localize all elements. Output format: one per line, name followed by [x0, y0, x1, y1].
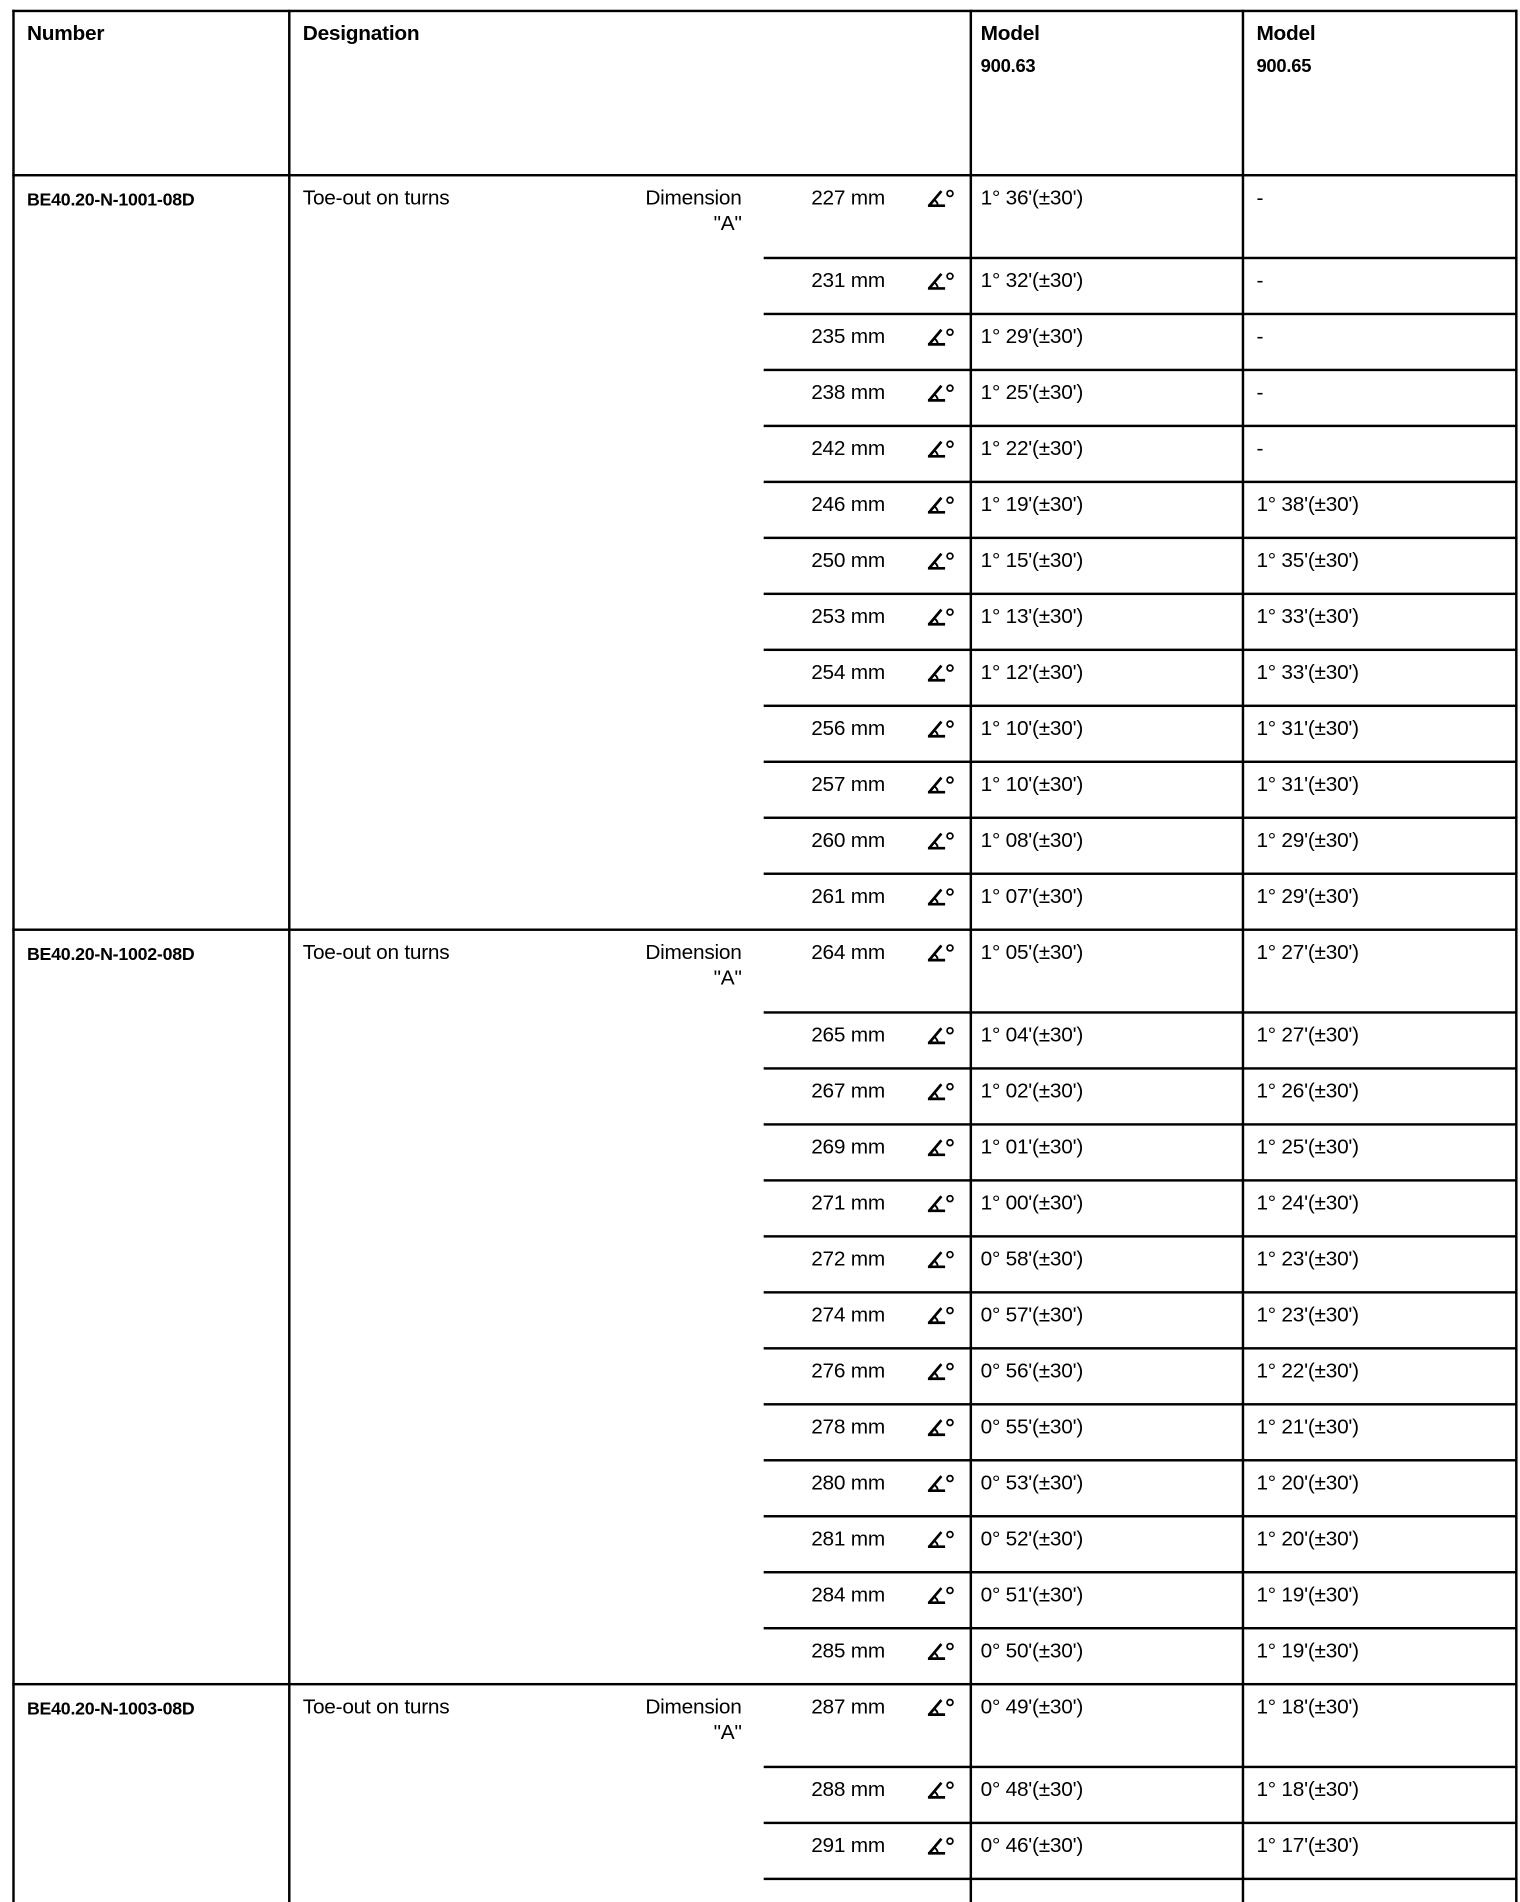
- toe-angle-icon: [925, 1250, 962, 1269]
- header-model-b-label: Model: [1256, 21, 1316, 46]
- dimension-mm: 242 mm: [811, 436, 886, 460]
- dimension-mm: 276 mm: [811, 1359, 886, 1383]
- value-model-900-63: 0° 56'(±30'): [980, 1359, 1084, 1383]
- value-model-900-65: -: [1256, 436, 1264, 460]
- toe-angle-icon: [925, 1026, 962, 1045]
- value-model-900-63: 1° 29'(±30'): [980, 324, 1084, 349]
- dimension-mm: 254 mm: [811, 660, 886, 684]
- value-model-900-65: 1° 31'(±30'): [1256, 772, 1359, 796]
- procedure-number: BE40.20-N-1003-08D: [26, 1700, 195, 1720]
- toe-angle-icon: [925, 383, 962, 402]
- dimension-mm: 231 mm: [811, 268, 886, 293]
- toe-angle-icon: [925, 1474, 962, 1493]
- dimension-mm: 253 mm: [811, 604, 886, 628]
- row-divider: [764, 1878, 1518, 1880]
- toe-angle-icon: [925, 719, 962, 738]
- dimension-mm: 264 mm: [811, 940, 886, 964]
- row-divider: [764, 649, 1518, 651]
- value-model-900-65: 1° 29'(±30'): [1256, 884, 1359, 908]
- designation-text: Toe-out on turns: [302, 1695, 450, 1719]
- toe-angle-icon: [925, 1530, 962, 1549]
- header-bottom-border: [12, 174, 1517, 176]
- header-model-b-code: 900.65: [1256, 55, 1312, 77]
- row-divider: [764, 257, 1518, 259]
- designation-text: Toe-out on turns: [302, 940, 450, 964]
- dimension-quote: "A": [713, 211, 742, 235]
- dimension-mm: 281 mm: [811, 1527, 886, 1551]
- value-model-900-65: 1° 26'(±30'): [1256, 1079, 1359, 1103]
- row-divider: [764, 1766, 1518, 1768]
- value-model-900-63: 1° 01'(±30'): [980, 1135, 1084, 1159]
- value-model-900-65: 1° 19'(±30'): [1256, 1639, 1359, 1663]
- toe-angle-icon: [925, 1082, 962, 1101]
- toe-angle-icon: [925, 663, 962, 682]
- value-model-900-65: 1° 21'(±30'): [1256, 1415, 1359, 1439]
- dimension-quote: "A": [713, 966, 742, 990]
- toe-angle-icon: [925, 607, 962, 626]
- row-divider: [764, 537, 1518, 539]
- value-model-900-65: 1° 38'(±30'): [1256, 492, 1359, 516]
- header-number: Number: [26, 21, 105, 46]
- dimension-mm: 271 mm: [811, 1191, 886, 1215]
- value-model-900-63: 1° 00'(±30'): [980, 1191, 1084, 1215]
- toe-angle-icon: [925, 1138, 962, 1157]
- value-model-900-63: 1° 19'(±30'): [980, 492, 1084, 516]
- dimension-mm: 267 mm: [811, 1079, 886, 1103]
- row-divider: [764, 1403, 1518, 1405]
- value-model-900-63: 1° 10'(±30'): [980, 772, 1084, 796]
- value-model-900-63: 0° 48'(±30'): [980, 1777, 1084, 1802]
- group-divider: [12, 928, 1517, 930]
- dimension-mm: 246 mm: [811, 492, 886, 516]
- dimension-mm: 274 mm: [811, 1303, 886, 1327]
- dimension-label: Dimension: [645, 1695, 742, 1719]
- dimension-mm: 280 mm: [811, 1471, 886, 1495]
- value-model-900-63: 1° 22'(±30'): [980, 436, 1084, 460]
- value-model-900-65: 1° 20'(±30'): [1256, 1471, 1359, 1495]
- value-model-900-65: 1° 33'(±30'): [1256, 660, 1359, 684]
- value-model-900-65: 1° 27'(±30'): [1256, 940, 1359, 964]
- value-model-900-63: 0° 49'(±30'): [980, 1695, 1084, 1719]
- row-divider: [764, 1627, 1518, 1629]
- value-model-900-65: 1° 31'(±30'): [1256, 716, 1359, 740]
- row-divider: [764, 1123, 1518, 1125]
- value-model-900-65: -: [1256, 268, 1264, 293]
- toe-angle-icon: [925, 271, 962, 290]
- group-divider: [12, 1683, 1517, 1685]
- value-model-900-65: 1° 22'(±30'): [1256, 1359, 1359, 1383]
- row-divider: [764, 873, 1518, 875]
- value-model-900-65: 1° 24'(±30'): [1256, 1191, 1359, 1215]
- dimension-mm: 227 mm: [811, 186, 886, 210]
- value-model-900-65: 1° 25'(±30'): [1256, 1135, 1359, 1159]
- value-model-900-65: 1° 20'(±30'): [1256, 1527, 1359, 1551]
- row-divider: [764, 1235, 1518, 1237]
- dimension-mm: 291 mm: [811, 1833, 886, 1857]
- row-divider: [764, 1067, 1518, 1069]
- toe-angle-icon: [925, 887, 962, 906]
- toe-angle-icon: [925, 1418, 962, 1437]
- dimension-mm: 260 mm: [811, 828, 886, 852]
- value-model-900-63: 0° 57'(±30'): [980, 1303, 1084, 1327]
- value-model-900-63: 1° 07'(±30'): [980, 884, 1084, 908]
- dimension-mm: 284 mm: [811, 1583, 886, 1607]
- row-divider: [764, 817, 1518, 819]
- row-divider: [764, 1822, 1518, 1824]
- designation-text: Toe-out on turns: [302, 186, 450, 210]
- value-model-900-65: 1° 33'(±30'): [1256, 604, 1359, 628]
- dimension-label: Dimension: [645, 186, 742, 210]
- toe-angle-icon: [925, 551, 962, 570]
- row-divider: [764, 1515, 1518, 1517]
- dimension-mm: 235 mm: [811, 324, 886, 349]
- row-divider: [764, 481, 1518, 483]
- dimension-quote: "A": [713, 1720, 742, 1744]
- value-model-900-63: 0° 55'(±30'): [980, 1415, 1084, 1439]
- value-model-900-65: 1° 35'(±30'): [1256, 548, 1359, 572]
- toe-angle-icon: [925, 495, 962, 514]
- value-model-900-63: 0° 50'(±30'): [980, 1639, 1084, 1663]
- row-divider: [764, 313, 1518, 315]
- toe-angle-icon: [925, 1698, 962, 1717]
- toe-angle-icon: [925, 439, 962, 458]
- dimension-mm: 238 mm: [811, 380, 886, 405]
- value-model-900-65: 1° 23'(±30'): [1256, 1303, 1359, 1327]
- value-model-900-63: 1° 15'(±30'): [980, 548, 1084, 572]
- dimension-mm: 265 mm: [811, 1023, 886, 1047]
- column-divider-model-b: [1242, 10, 1244, 1902]
- row-divider: [764, 425, 1518, 427]
- dimension-mm: 261 mm: [811, 884, 886, 908]
- row-divider: [764, 705, 1518, 707]
- table-left-border: [12, 10, 14, 1902]
- value-model-900-65: 1° 18'(±30'): [1256, 1777, 1359, 1802]
- toe-angle-icon: [925, 1586, 962, 1605]
- value-model-900-63: 0° 46'(±30'): [980, 1833, 1084, 1857]
- procedure-number: BE40.20-N-1001-08D: [26, 191, 195, 211]
- dimension-mm: 272 mm: [811, 1247, 886, 1271]
- procedure-number: BE40.20-N-1002-08D: [26, 945, 195, 966]
- toe-angle-icon: [925, 775, 962, 794]
- value-model-900-63: 1° 10'(±30'): [980, 716, 1084, 740]
- value-model-900-63: 0° 53'(±30'): [980, 1471, 1084, 1495]
- value-model-900-63: 1° 25'(±30'): [980, 380, 1084, 405]
- toe-angle-icon: [925, 831, 962, 850]
- value-model-900-63: 1° 36'(±30'): [980, 186, 1084, 210]
- dimension-mm: 288 mm: [811, 1777, 886, 1802]
- dimension-mm: 278 mm: [811, 1415, 886, 1439]
- value-model-900-65: 1° 18'(±30'): [1256, 1695, 1359, 1719]
- value-model-900-63: 1° 12'(±30'): [980, 660, 1084, 684]
- dimension-mm: 257 mm: [811, 772, 886, 796]
- row-divider: [764, 1179, 1518, 1181]
- toe-angle-icon: [925, 1780, 962, 1799]
- value-model-900-63: 0° 51'(±30'): [980, 1583, 1084, 1607]
- row-divider: [764, 761, 1518, 763]
- row-divider: [764, 1459, 1518, 1461]
- column-divider-model-a: [970, 10, 972, 1902]
- value-model-900-65: 1° 27'(±30'): [1256, 1023, 1359, 1047]
- value-model-900-65: -: [1256, 186, 1264, 210]
- toe-angle-icon: [925, 189, 962, 208]
- toe-angle-icon: [925, 1194, 962, 1213]
- table-top-border: [12, 10, 1517, 12]
- header-model-a-code: 900.63: [980, 55, 1036, 77]
- value-model-900-63: 1° 32'(±30'): [980, 268, 1084, 293]
- value-model-900-63: 1° 13'(±30'): [980, 604, 1084, 628]
- toe-angle-icon: [925, 1362, 962, 1381]
- row-divider: [764, 369, 1518, 371]
- row-divider: [764, 593, 1518, 595]
- value-model-900-63: 1° 02'(±30'): [980, 1079, 1084, 1103]
- value-model-900-63: 1° 05'(±30'): [980, 940, 1084, 964]
- value-model-900-65: 1° 23'(±30'): [1256, 1247, 1359, 1271]
- table-right-border: [1515, 10, 1517, 1902]
- header-designation: Designation: [302, 21, 420, 46]
- value-model-900-63: 0° 52'(±30'): [980, 1527, 1084, 1551]
- value-model-900-65: -: [1256, 324, 1264, 349]
- dimension-label: Dimension: [645, 940, 742, 964]
- row-divider: [764, 1347, 1518, 1349]
- toe-angle-icon: [925, 943, 962, 962]
- dimension-mm: 287 mm: [811, 1695, 886, 1719]
- dimension-mm: 256 mm: [811, 716, 886, 740]
- value-model-900-65: 1° 29'(±30'): [1256, 828, 1359, 852]
- toe-angle-icon: [925, 1836, 962, 1855]
- dimension-mm: 269 mm: [811, 1135, 886, 1159]
- toe-angle-icon: [925, 1306, 962, 1325]
- header-model-a-label: Model: [980, 21, 1040, 46]
- row-divider: [764, 1291, 1518, 1293]
- value-model-900-63: 1° 08'(±30'): [980, 828, 1084, 852]
- row-divider: [764, 1571, 1518, 1573]
- value-model-900-63: 0° 58'(±30'): [980, 1247, 1084, 1271]
- column-divider-designation: [288, 10, 290, 1902]
- value-model-900-65: 1° 17'(±30'): [1256, 1833, 1359, 1857]
- value-model-900-63: 1° 04'(±30'): [980, 1023, 1084, 1047]
- row-divider: [764, 1011, 1518, 1013]
- toe-angle-icon: [925, 327, 962, 346]
- dimension-mm: 285 mm: [811, 1639, 886, 1663]
- value-model-900-65: -: [1256, 380, 1264, 405]
- toe-angle-icon: [925, 1642, 962, 1661]
- dimension-mm: 250 mm: [811, 548, 886, 572]
- value-model-900-65: 1° 19'(±30'): [1256, 1583, 1359, 1607]
